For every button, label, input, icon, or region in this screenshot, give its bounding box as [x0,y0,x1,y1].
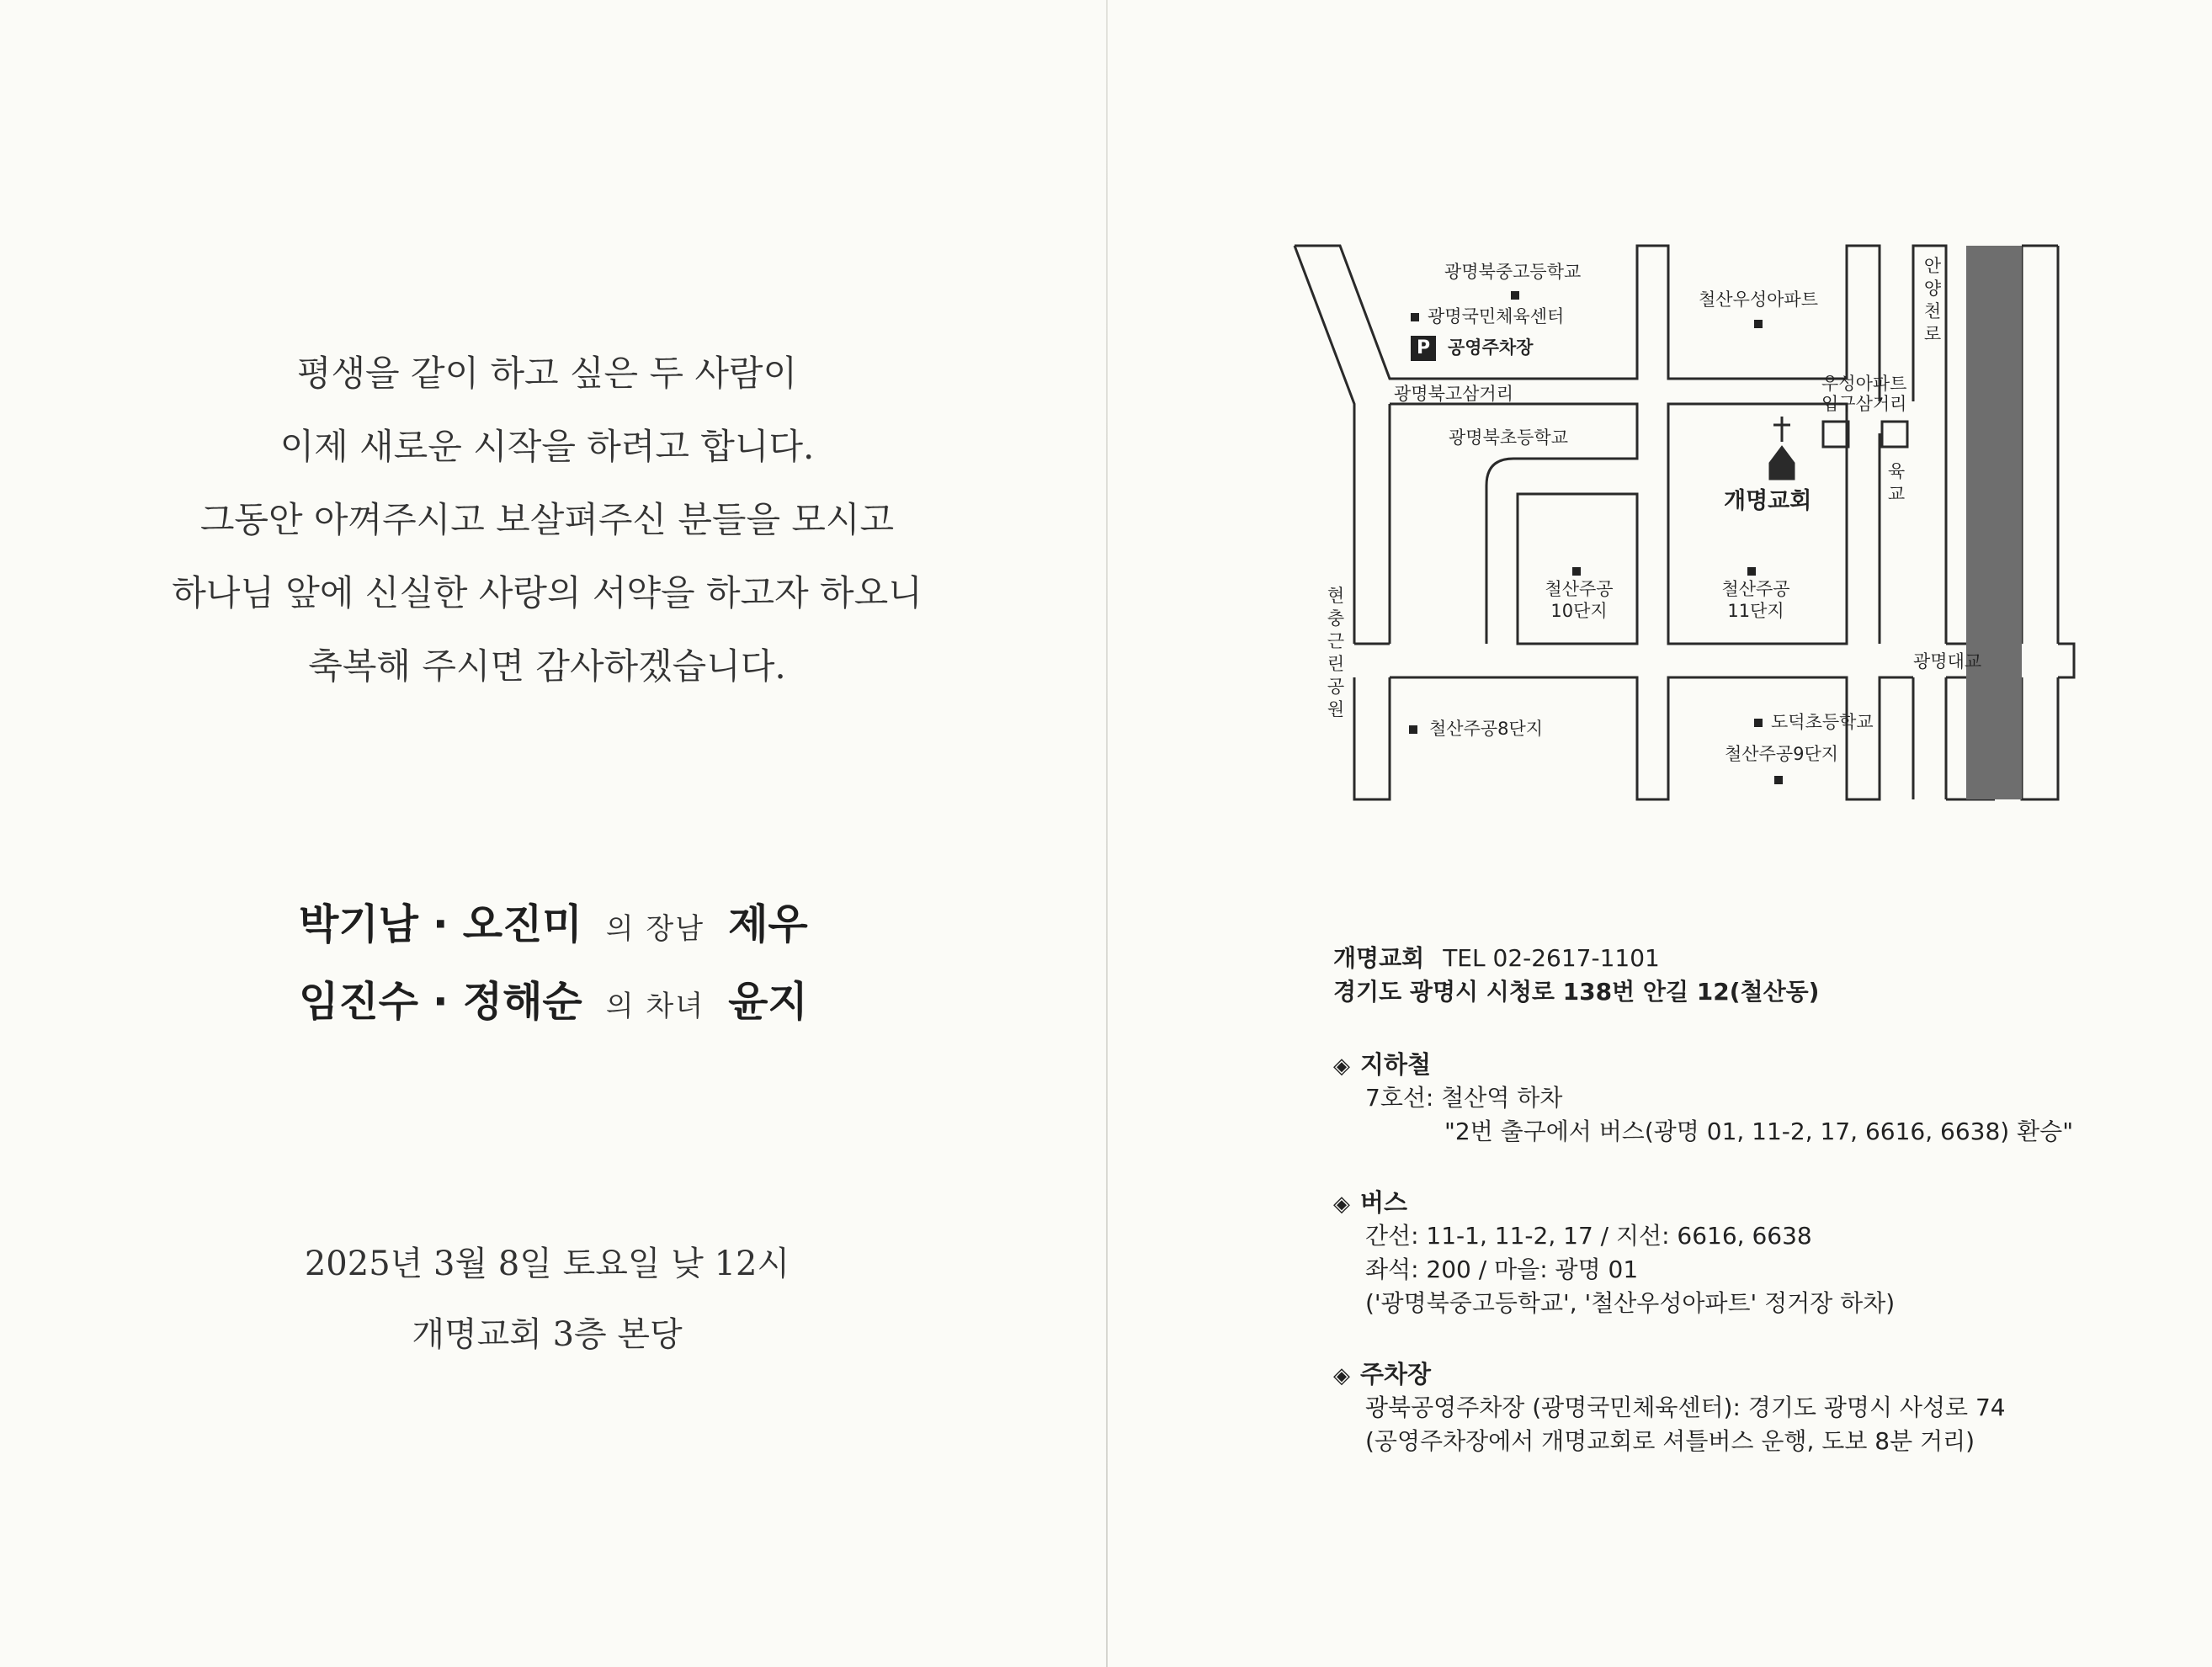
subway-line: 7호선: 철산역 하차 [1365,1084,1563,1112]
map-label-jugong11: 철산주공 11단지 [1721,579,1790,621]
map-label-jugong9: 철산주공9단지 [1725,744,1839,764]
map-label-jugong10: 철산주공 10단지 [1545,579,1614,621]
map-label-sports-center: 광명국민체육센터 [1411,305,1564,327]
groom-name: 제우 [728,900,808,948]
greeting-message [101,337,993,703]
section-parking-title: ◈ 주차장 [1333,1358,1431,1392]
diamond-bullet-icon: ◈ [1333,1192,1350,1217]
event-datetime: 2025년 3월 8일 토요일 낮 12시 [304,1245,790,1283]
diamond-bullet-icon: ◈ [1333,1363,1350,1388]
bus-line: 간선: 11-1, 11-2, 17 / 지선: 6616, 6638 [1365,1222,1812,1250]
map-marker [1754,312,1763,334]
greeting-line: 축복해 주시면 감사하겠습니다. [308,645,786,687]
map-label-public-parking: P 공영주차장 [1411,336,1533,361]
bride-family-row [299,969,808,1028]
church-address: 경기도 광명시 시청로 138번 안길 12(철산동) [1333,978,1820,1006]
map-marker [1774,768,1783,790]
greeting-line: 그동안 아껴주시고 보살펴주신 분들을 모시고 [199,499,895,540]
bride-parents: 임진수 · 정해순 [299,978,582,1026]
groom-relation: 의 장남 [605,912,705,946]
section-bus-title: ◈ 버스 [1333,1187,1407,1220]
bus-line: 좌석: 200 / 마을: 광명 01 [1365,1256,1639,1283]
parking-address: 광북공영주차장 (광명국민체육센터): 경기도 광명시 사성로 74 [1365,1394,2006,1421]
map-label-bukgo-intersection: 광명북고삼거리 [1394,384,1514,404]
greeting-line: 이제 새로운 시작을 하려고 합니다. [279,426,815,467]
map-label-north-highschool: 광명북중고등학교 [1444,262,1582,282]
map-label-woosung-apt: 철산우성아파트 [1699,289,1819,310]
parking-icon: P [1411,336,1436,361]
map-label-gwangmyeong-bridge: 광명대교 [1913,651,1982,672]
groom-parents: 박기남 · 오진미 [299,900,582,948]
section-subway-title: ◈ 지하철 [1333,1049,1431,1082]
map-label-church: 개명교회 [1724,488,1812,514]
map-label-north-elementary: 광명북초등학교 [1449,427,1569,448]
map-label-entrance-intersection: 입구삼거리 [1821,394,1907,414]
event-venue: 개명교회 3층 본당 [412,1315,683,1354]
subway-transfer: "2번 출구에서 버스(광명 01, 11-2, 17, 6616, 6638) 환승" [1444,1118,2074,1145]
bride-name: 윤지 [728,978,808,1026]
groom-family-row [299,892,808,951]
parking-shuttle-note: (공영주차장에서 개명교회로 셔틀버스 운행, 도보 8분 거리) [1365,1427,1975,1455]
map-label-overpass: 육교 [1887,461,1906,504]
map-label-dodeok-elementary: 도덕초등학교 [1754,711,1874,733]
map-label-jugong8: 철산주공8단지 [1409,718,1543,740]
church-contact: 개명교회 TEL 02-2617-1101 [1333,944,1660,972]
river-anyangcheon [1966,246,2022,799]
map-marker [1511,284,1519,305]
diamond-bullet-icon: ◈ [1333,1054,1350,1079]
bride-relation: 의 차녀 [605,990,705,1023]
map-label-park: 현충근린공원 [1327,586,1345,719]
card-fold-line [1106,0,1108,1667]
church-icon [1769,417,1795,480]
greeting-line: 하나님 앞에 신실한 사랑의 서약을 하고자 하오니 [172,572,923,613]
bus-stop-note: ('광명북중고등학교', '철산우성아파트' 정거장 하차) [1365,1289,1896,1317]
map-label-anyangcheon-road: 안양천로 [1923,256,1942,344]
location-map [1293,240,2092,804]
map-label-woosung-entrance: 우성아파트 [1821,374,1907,394]
event-details [236,1229,859,1370]
greeting-line: 평생을 같이 하고 싶은 두 사람이 [296,353,798,394]
